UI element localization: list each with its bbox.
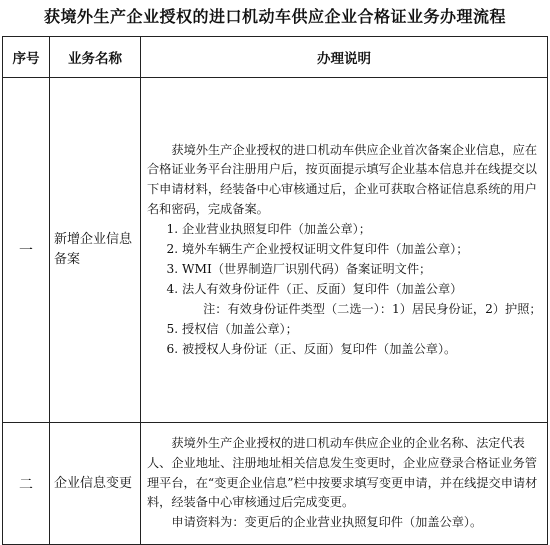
- material-item: 5. 授权信（加盖公章）；: [166, 321, 298, 336]
- apply-materials: 申请资料为：变更后的企业营业执照复印件（加盖公章）。: [171, 515, 483, 530]
- id-note: 注：有效身份证件类型（二选一）：1）居民身份证，2）护照；: [203, 301, 542, 316]
- material-item: 1. 企业营业执照复印件（加盖公章）；: [166, 222, 371, 237]
- description-intro: 获境外生产企业授权的进口机动车供应企业的企业名称、法定代表人、企业地址、注册地址相关信息发生变更时，企业应登录合格证业务管理平台，在“变更企业信息”栏中按要求填写变更申请，并在线提交申请材料，经装备中心审核通过后完成变更。: [147, 435, 538, 510]
- header-description: 办理说明: [141, 37, 548, 78]
- material-item: 6. 被授权人身份证（正、反面）复印件（加盖公章）。: [166, 341, 457, 356]
- description-cell: [141, 78, 548, 423]
- material-item: 2. 境外车辆生产企业授权证明文件复印件（加盖公章）；: [166, 242, 469, 257]
- material-item: 4. 法人有效身份证件（正、反面）复印件（加盖公章）: [166, 281, 463, 296]
- business-name: 企业信息变更: [50, 423, 141, 545]
- table-row: [3, 78, 548, 423]
- business-name: 新增企业信息备案: [50, 78, 141, 423]
- row-number: 二: [3, 423, 50, 545]
- row-number: 一: [3, 78, 50, 423]
- table-row: [3, 423, 548, 545]
- page-title: 获境外生产企业授权的进口机动车供应企业合格证业务办理流程: [43, 7, 506, 26]
- table-header-row: [3, 37, 548, 78]
- material-item: 3. WMI（世界制造厂识别代码）备案证明文件；: [166, 261, 432, 276]
- description-cell: [141, 423, 548, 545]
- header-number: 序号: [3, 37, 50, 78]
- header-business-name: 业务名称: [50, 37, 141, 78]
- description-intro: 获境外生产企业授权的进口机动车供应企业首次备案企业信息，应在合格证业务平台注册用户后，按页面提示填写企业基本信息并在线提交以下申请材料，经装备中心审核通过后，企业可获取合格证信息系统的用户名和密码，完成备案。: [147, 142, 538, 217]
- process-table: [2, 36, 548, 545]
